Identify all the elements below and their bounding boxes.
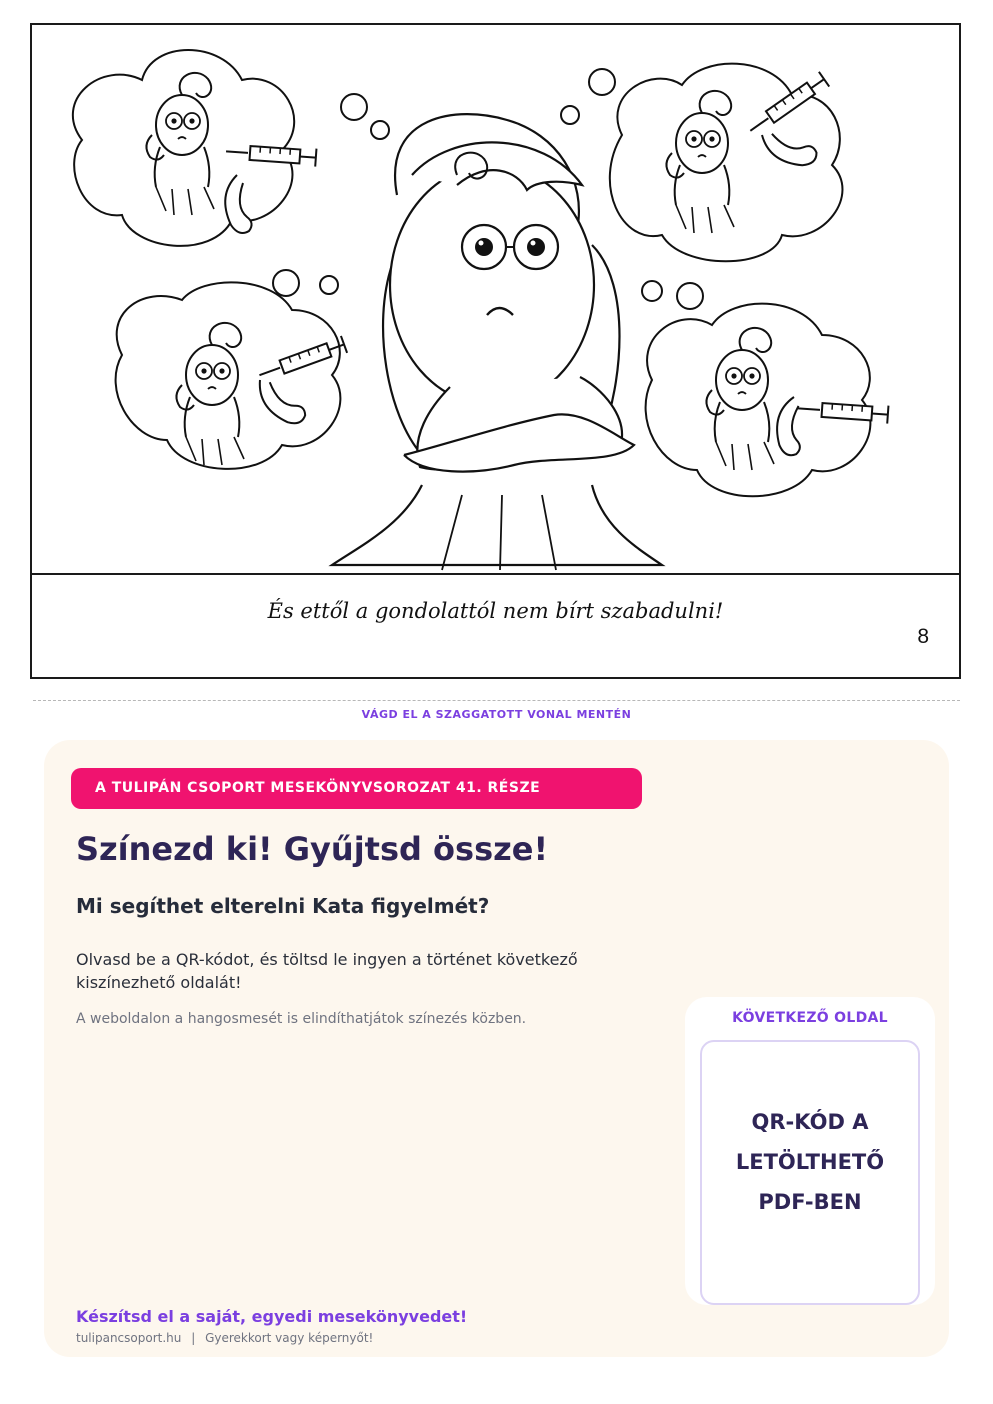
caption-area (32, 573, 959, 679)
cut-instruction: VÁGD EL A SZAGGATOTT VONAL MENTÉN (361, 708, 632, 721)
footer-site-link[interactable]: tulipancsoport.hu (76, 1331, 182, 1345)
qr-placeholder-line: PDF-BEN (758, 1190, 862, 1214)
footer-separator: | (191, 1331, 196, 1345)
qr-label: KÖVETKEZŐ OLDAL (732, 1010, 888, 1026)
qr-card (685, 997, 935, 1305)
qr-placeholder-line: LETÖLTHETŐ (735, 1150, 885, 1174)
coloring-illustration (32, 25, 959, 573)
footer-tagline: Gyerekkort vagy képernyőt! (205, 1331, 374, 1345)
promo-note: A weboldalon a hangosmesét is elindíthatjátok színezés közben. (76, 1011, 527, 1027)
footer-info (76, 1331, 373, 1345)
promo-subheading: Mi segíthet elterelni Kata figyelmét? (76, 894, 490, 918)
qr-placeholder-text (702, 1102, 918, 1222)
promo-body: Olvasd be a QR-kódot, és töltsd le ingyen a történet következő kiszínezhető oldalát! (76, 950, 578, 992)
qr-code-placeholder[interactable] (700, 1040, 920, 1305)
page-number: 8 (917, 625, 929, 648)
series-badge: A TULIPÁN CSOPORT MESEKÖNYVSOROZAT 41. RÉSZE (71, 768, 642, 809)
coloring-page-panel (30, 23, 961, 679)
promo-heading: Színezd ki! Gyűjtsd össze! (76, 830, 549, 868)
dashed-cut-line (33, 700, 960, 701)
footer-cta: Készítsd el a saját, egyedi mesekönyvedet! (76, 1307, 468, 1326)
qr-placeholder-line: QR-KÓD A (751, 1110, 869, 1134)
promo-card (44, 740, 949, 1357)
story-caption: És ettől a gondolattól nem bírt szabadulni! (267, 599, 724, 623)
